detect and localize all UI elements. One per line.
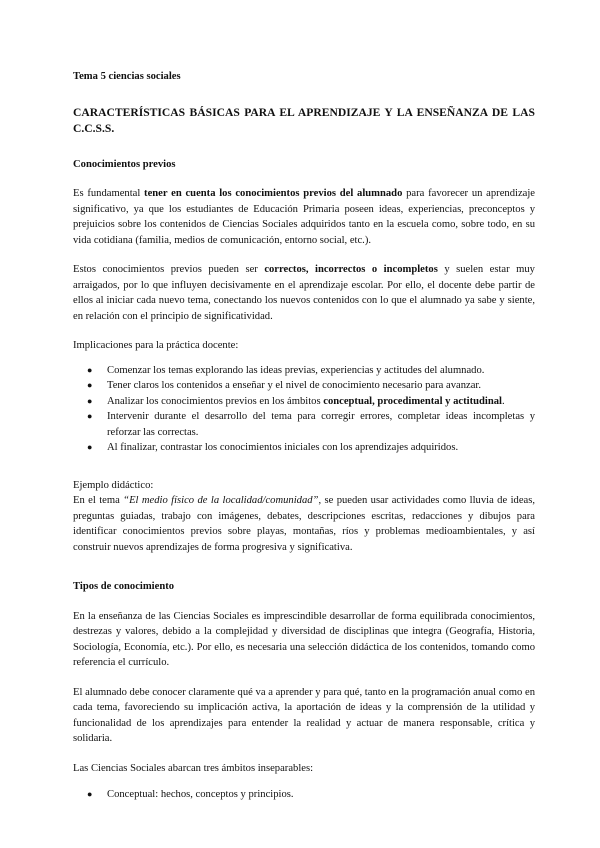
ambitos-list — [73, 787, 535, 803]
topic-label: Tema 5 ciencias sociales — [73, 71, 181, 82]
implicaciones-label: Implicaciones para la práctica docente: — [73, 340, 239, 351]
paragraph-tipos-2: El alumnado debe conocer claramente qué va a aprender y para qué, tanto en la programación anual como en cada tema, favoreciendo su implicación activa, la aportación de ideas y la comprensión de la utilidad y funcionalidad de los aprendizajes para entender la realidad y actuar de manera responsable, crítica y solidaria. — [73, 686, 535, 744]
bullet-icon: ● — [87, 789, 93, 799]
list-item: ● Tener claros los contenidos a enseñar y el nivel de conocimiento necesario para avanzar. — [73, 378, 535, 394]
document-title: CARACTERÍSTICAS BÁSICAS PARA EL APRENDIZAJE Y LA ENSEÑANZA DE LAS C.C.S.S. — [73, 105, 535, 135]
bullet-icon: ● — [87, 442, 93, 452]
paragraph-tipos-1: En la enseñanza de las Ciencias Sociales es imprescindible desarrollar de forma equilibrada conocimientos, destrezas y valores, debido a la complejidad y diversidad de disciplinas que integra (Geografía, Historia, Sociología, Economía, etc.). Por ello, es necesaria una selección didáctica de los contenidos, tomando como referencia el currículo. — [73, 610, 535, 668]
bullet-icon: ● — [87, 411, 93, 421]
ejemplo-paragraph: En el tema “El medio físico de la localidad/comunidad”, se pueden usar actividades como lluvia de ideas, preguntas guiadas, trabajo con imágenes, debates, descripciones escritas, redacciones y dibujos para identificar conocimientos previos sobre playas, montañas, ríos y problemas medioambientales, y así construir nuevos aprendizajes de forma progresiva y significativa. — [73, 495, 535, 553]
list-item: ● Conceptual: hechos, conceptos y principios. — [73, 787, 535, 803]
bullet-icon: ● — [87, 380, 93, 390]
bullet-icon: ● — [87, 364, 93, 375]
section-heading-conocimientos-previos: Conocimientos previos — [73, 158, 176, 170]
implicaciones-list — [73, 363, 535, 456]
bullet-icon: ● — [87, 395, 93, 406]
list-item: ● Al finalizar, contrastar los conocimientos iniciales con los aprendizajes adquiridos. — [73, 440, 535, 456]
paragraph-conocimientos-2: Estos conocimientos previos pueden ser correctos, incorrectos o incompletos y suelen estar muy arraigados, por lo que influyen decisivamente en el aprendizaje escolar. Por ello, el docente debe partir de ellos al iniciar cada nuevo tema, conectando los nuevos contenidos con lo que el alumnado ya sabe y siente, en relación con el principio de significatividad. — [73, 264, 535, 322]
ejemplo-label: Ejemplo didáctico: — [73, 479, 154, 491]
paragraph-conocimientos-1: Es fundamental tener en cuenta los conocimientos previos del alumnado para favorecer un aprendizaje significativo, ya que los estudiantes de Educación Primaria poseen ideas, experiencias, preconceptos y prejuicios sobre los contenidos de Ciencias Sociales adquiridos tanto en la escuela como, sobre todo, en su vida cotidiana (familia, medios de comunicación, entorno social, etc.). — [73, 188, 535, 246]
list-item: ● Comenzar los temas explorando las ideas previas, experiencias y actitudes del alumnado. — [73, 363, 535, 379]
paragraph-tipos-3: Las Ciencias Sociales abarcan tres ámbitos inseparables: — [73, 762, 314, 774]
document-content — [73, 63, 535, 803]
list-item: ● Intervenir durante el desarrollo del tema para corregir errores, completar ideas incompletas y reforzar las correctas. — [87, 411, 535, 438]
list-item: ● Analizar los conocimientos previos en los ámbitos conceptual, procedimental y actitudinal. — [73, 394, 535, 410]
section-heading-tipos: Tipos de conocimiento — [73, 581, 175, 592]
